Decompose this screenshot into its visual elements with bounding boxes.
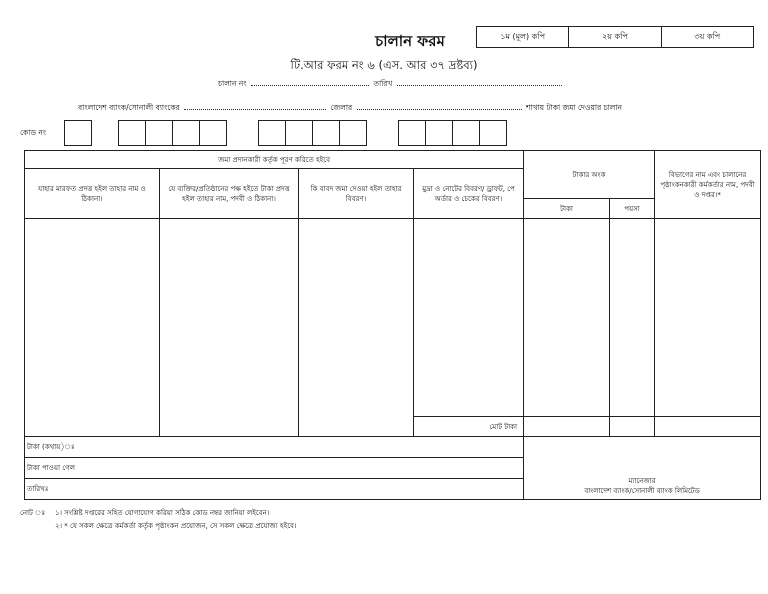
dept-header: বিভাগের নাম এবং চালানের পৃষ্ঠাংকনকারী কর্মকর্তার নাম, পদবী ও দপ্তর।*	[655, 151, 761, 219]
copy-original: ১ম (মূল) কপি	[500, 31, 545, 41]
challan-no-field[interactable]	[251, 78, 369, 86]
manager-label: ম্যানেজার	[628, 477, 656, 485]
code-box-group	[258, 120, 367, 146]
date-label: তারিখ	[373, 79, 393, 88]
paisa-cell[interactable]	[610, 219, 655, 417]
copy-third: ৩য় কপি	[661, 27, 753, 47]
bank-field[interactable]	[184, 102, 326, 110]
name-address-cell[interactable]	[25, 219, 160, 437]
name-address-header: যাহার মারফত প্রদত্ত হইল তাহার নাম ও ঠিকানা।	[25, 169, 160, 219]
notes-header: মুদ্রা ও নোটের বিবরণ/ ড্রাফট, পে অর্ডার ও চেকের বিবরণ।	[414, 169, 524, 219]
purpose-cell[interactable]	[299, 219, 414, 437]
dept-cell[interactable]	[655, 219, 761, 417]
amount-header: টাকার অংক	[524, 151, 655, 199]
challan-no-label: চালান নং	[218, 79, 247, 88]
form-title: চালান ফরম	[375, 32, 445, 50]
code-box[interactable]	[258, 120, 286, 146]
bank-line	[78, 102, 622, 115]
challan-line	[218, 78, 564, 91]
amount-words-row[interactable]: টাকা (কথায়)ঃ	[25, 437, 524, 458]
date-field[interactable]	[397, 78, 562, 86]
code-box[interactable]	[199, 120, 227, 146]
received-row[interactable]: টাকা পাওয়া গেল	[25, 458, 524, 479]
code-box[interactable]	[145, 120, 173, 146]
person-cell[interactable]	[160, 219, 299, 437]
taka-header: টাকা	[524, 199, 610, 219]
person-header: যে ব্যক্তির/প্রতিষ্ঠানের পক্ষ হইতে টাকা প্রদত্ত হইল তাহার নাম, পদবী ও ঠিকানা।	[160, 169, 299, 219]
code-box[interactable]	[285, 120, 313, 146]
purpose-header: কি বাবদ জমা দেওয়া হইল তাহার বিবরণ।	[299, 169, 414, 219]
copy-second: ২য় কপি	[568, 27, 660, 47]
code-box-group	[118, 120, 227, 146]
total-dept-cell	[655, 417, 761, 437]
paisa-header: পয়সা	[610, 199, 655, 219]
note-item-2: ২। * যে সকল ক্ষেত্রে কর্মকর্তা কর্তৃক পৃষ্ঠাংকন প্রয়োজন, সে সকল ক্ষেত্রে প্রযোজ্য হইবে।	[55, 522, 297, 530]
date-row[interactable]: তারিখঃ	[25, 479, 524, 500]
code-box[interactable]	[64, 120, 92, 146]
code-box[interactable]	[172, 120, 200, 146]
note-label: নোট ঃ	[20, 509, 46, 517]
code-box[interactable]	[118, 120, 146, 146]
code-box[interactable]	[312, 120, 340, 146]
depositor-header: জমা প্রদানকারী কর্তৃক পূরণ করিতে হইবে	[25, 151, 524, 169]
total-paisa-cell[interactable]	[610, 417, 655, 437]
form-subtitle: টি.আর ফরম নং ৬ (এস. আর ৩৭ দ্রষ্টব্য)	[290, 58, 478, 72]
total-taka-cell[interactable]	[524, 417, 610, 437]
manager-block	[524, 437, 761, 500]
branch-suffix-label: শাখায় টাকা জমা দেওয়ার চালান	[525, 103, 623, 112]
note-item-1: ১। সংশ্লিষ্ট দপ্তরের সহিত যোগাযোগ করিয়া সঠিক কোড নম্বর জানিয়া লইবেন।	[55, 509, 270, 517]
code-box[interactable]	[479, 120, 507, 146]
copy-indicator	[476, 26, 754, 48]
bank-name-label: বাংলাদেশ ব্যাংক/সোনালী ব্যাংক লিমিটেড	[584, 487, 700, 495]
code-box[interactable]	[339, 120, 367, 146]
district-field[interactable]	[357, 102, 522, 110]
total-label: মোট টাকা	[414, 417, 524, 437]
challan-table	[24, 150, 761, 500]
code-box[interactable]	[452, 120, 480, 146]
code-box[interactable]	[398, 120, 426, 146]
taka-cell[interactable]	[524, 219, 610, 417]
bank-prefix-label: বাংলাদেশ ব্যাংক/সোনালী ব্যাংকের	[78, 103, 180, 112]
district-label: জেলার	[330, 103, 353, 112]
code-box-group	[398, 120, 507, 146]
code-box[interactable]	[425, 120, 453, 146]
code-no-label: কোড নং	[20, 128, 47, 137]
notes-cell[interactable]	[414, 219, 524, 417]
